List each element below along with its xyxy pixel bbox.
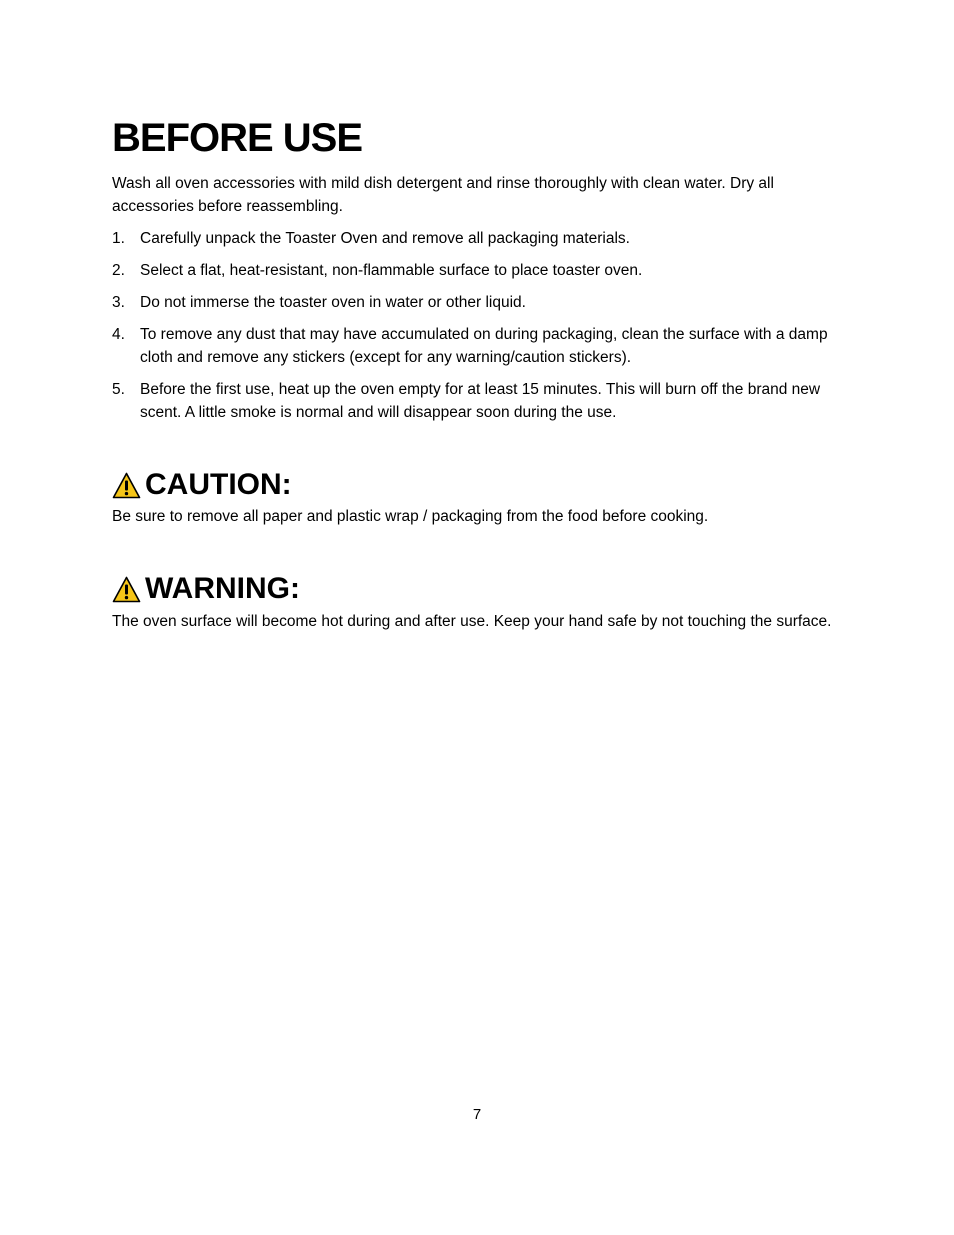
warning-heading <box>112 571 300 607</box>
list-item-text: Do not immerse the toaster oven in water or other liquid. <box>140 294 526 311</box>
page-number: 7 <box>472 1106 482 1123</box>
list-item-number: 5. <box>112 381 125 398</box>
page-title: BEFORE USE <box>112 116 363 160</box>
list-item-number: 3. <box>112 294 125 311</box>
warning-triangle-icon <box>112 576 141 603</box>
warning-heading-text: WARNING: <box>145 572 300 605</box>
warning-triangle-icon <box>112 472 141 499</box>
list-item <box>112 323 842 369</box>
list-item-number: 1. <box>112 230 125 247</box>
intro-paragraph: Wash all oven accessories with mild dish detergent and rinse thoroughly with clean water. Dry all accessories before reassembling. <box>112 175 774 215</box>
list-item <box>112 227 842 250</box>
caution-heading-text: CAUTION: <box>145 468 292 501</box>
list-item-text: To remove any dust that may have accumulated on during packaging, clean the surface with a damp cloth and remove any stickers (except for any warning/caution stickers). <box>140 326 828 366</box>
caution-text: Be sure to remove all paper and plastic wrap / packaging from the food before cooking. <box>112 508 709 525</box>
steps-list <box>112 227 842 433</box>
list-item-number: 2. <box>112 262 125 279</box>
list-item-text: Select a flat, heat-resistant, non-flammable surface to place toaster oven. <box>140 262 643 279</box>
list-item <box>112 378 842 424</box>
list-item-number: 4. <box>112 326 125 343</box>
caution-heading <box>112 467 292 503</box>
warning-text: The oven surface will become hot during and after use. Keep your hand safe by not touching the surface. <box>112 613 832 630</box>
list-item <box>112 259 842 282</box>
list-item-text: Carefully unpack the Toaster Oven and remove all packaging materials. <box>140 230 630 247</box>
list-item <box>112 291 842 314</box>
list-item-text: Before the first use, heat up the oven empty for at least 15 minutes. This will burn off the brand new scent. A little smoke is normal and will disappear soon during the use. <box>140 381 821 421</box>
